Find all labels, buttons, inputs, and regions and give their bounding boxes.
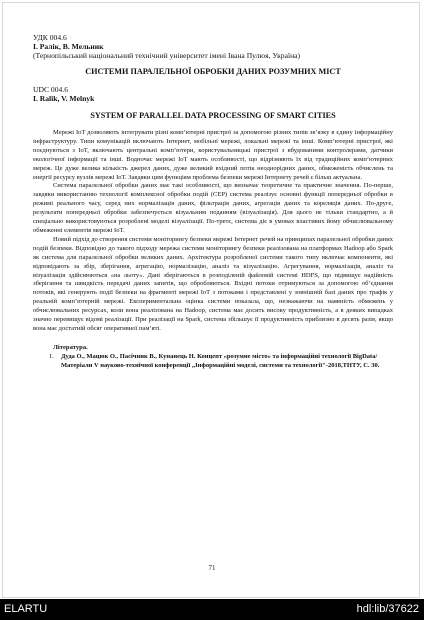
authors-en: I. Ralik, V. Melnyk bbox=[33, 94, 95, 103]
affiliation-ua: (Тернопільський національний технічний університет імені Івана Пулюя, Україна) bbox=[33, 51, 301, 60]
reference-number: 1. bbox=[49, 352, 54, 360]
repository-name: ELARTU bbox=[4, 603, 48, 615]
paper-page bbox=[2, 2, 420, 598]
paragraph-3: Новий підхід до створення системи моніторингу безпеки мережі Інтернет речей на принципах паралельної обробки даних подій безпеки. Відповідно до такого підходу мережа системи моніторингу безпеки реалізована на платформах Hadoop або Spark як система для паралельної обробки великих даних. Архітектура розробленої системи такого типу включає компоненти, які відповідають за збір, зберігання, агрегацію, нормалізацію, аналіз та візуалізацію. Агрегування, нормалізація, аналіз та візуалізація здійснюються «на льоту». Дані зберігаються в розподіленій файловій системі HDFS, що підвищує надійність зберігання та швидкість передачі даних запитів, що обробляються. Вхідні потоки отримуються за допомогою об’єднання потоків, які генерують події безпеки на фрагменті мережі IoT з потоками і представлені у зовнішній базі даних про трафік у реальній комп’ютерній мережі. Експериментальна оцінка системи показала, що, незважаючи на наявність обмежень у обчислювальних ресурсах, коли вона реалізована на Hadoop, система має досить високу продуктивність, а в деяких випадках значно перевищує відомі реалізації. При реалізації на Spark, система збільшує її продуктивність приблизно в десять разів, якщо вона має достатній обсяг оперативної пам’яті. bbox=[33, 235, 393, 332]
paragraph-2: Система паралельної обробки даних має такі особливості, що визначає теоретичне та практичне значення. По-перше, завдяки використанню технології комплексної обробки подій (CEP) система реалізує основні функції попередньої обробки в режимі реального часу, серед них нормалізація даних, фільтрація даних, агрегація даних та кореляція даних. По-друге, результати попередньої обробки забезпечується візуальним поданням (візуалізація). Для цього не тільки стандартно, а й спеціально використовуються розроблені моделі візуалізації. По-третє, система діє в умовах властивих йому обчислювальному обмеженні елементів мережі IoT. bbox=[33, 182, 393, 234]
reference-text: Дуда О., Мацюк О., Пасічник В., Кунанець Н. Концепт «розумне місто» та інформаційні технології BigData/ Матеріали V науково-технічної конференції „Інформаційні моделі, системи та технології"-2018,ТНТУ, С. 30. bbox=[61, 352, 380, 369]
udc-en: UDC 004.6 bbox=[33, 85, 69, 94]
handle-identifier: hdl:lib/37622 bbox=[356, 603, 419, 615]
paragraph-1: Мережі IoT дозволяють інтегрувати різні комп’ютерні пристрої за допомогою різних типів зв’язку в єдину інформаційну інфраструктуру. Типи комунікацій включають Інтернет, мобільні мережі, локальні мережі та інші. Комп’ютерні пристрої, які поєднуються з IoT, включають центральні комп’ютери, користувальницькі пристрої з вбудованими контролерами, датчики екологічної інформації та інші. Водночас мережі IoT мають особливості, що відрізняють їх від традиційних комп’ютерних мереж. Це дуже велика кількість джерел даних, дуже великий вхідний потік неоднорідних даних, обмеженість обчислень та енергії ресурсу вузлів мережі IoT. Завдяки цим функціям проблема безпеки мережі Інтернету речей є більш актуальна. bbox=[33, 129, 393, 181]
udc-ua: УДК 004.6 bbox=[33, 33, 67, 42]
page-number: 71 bbox=[208, 564, 216, 572]
page-content bbox=[33, 33, 393, 370]
title-ua: СИСТЕМИ ПАРАЛЕЛЬНОЇ ОБРОБКИ ДАНИХ РОЗУМНИХ МІСТ bbox=[85, 67, 341, 76]
reference-item bbox=[33, 352, 393, 370]
literature-heading: Література. bbox=[53, 343, 88, 351]
repository-footer-bar bbox=[0, 599, 424, 620]
authors-ua: І. Ралік, В. Мельник bbox=[33, 42, 104, 51]
title-en: SYSTEM OF PARALLEL DATA PROCESSING OF SMART CITIES bbox=[90, 111, 336, 120]
